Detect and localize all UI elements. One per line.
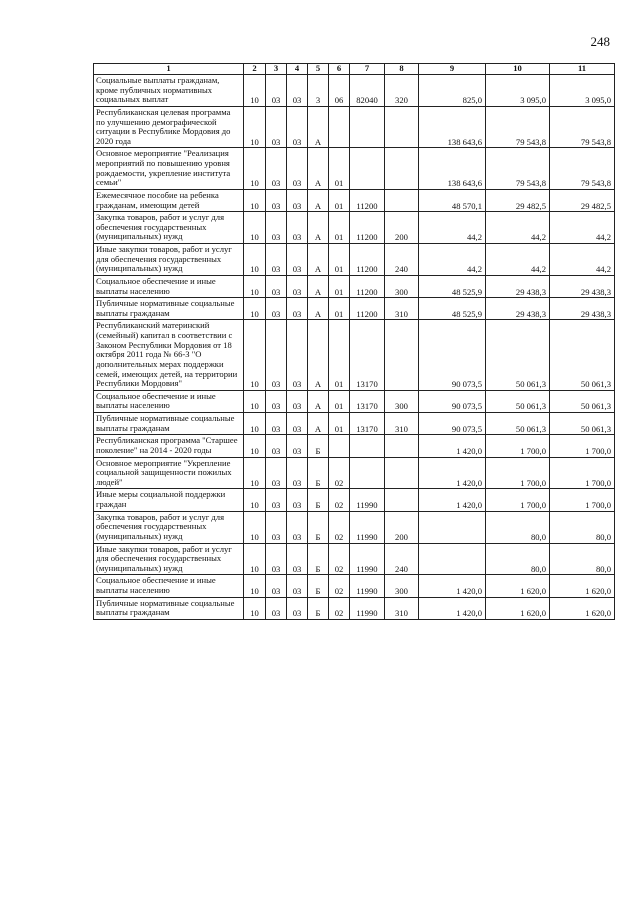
table-row [94, 320, 615, 390]
cell-c3: 03 [266, 597, 287, 619]
cell-c7: 13170 [350, 320, 385, 390]
cell-c10: 29 438,3 [486, 298, 550, 320]
cell-c10: 50 061,3 [486, 390, 550, 412]
row-name-cell: Основное мероприятие "Укрепление социальной защищенности пожилых людей" [94, 457, 244, 489]
column-header: 5 [308, 64, 329, 75]
cell-c9: 1 420,0 [419, 597, 486, 619]
cell-c5: А [308, 275, 329, 297]
cell-c11: 79 543,8 [550, 106, 615, 148]
cell-c4: 03 [287, 597, 308, 619]
cell-c11: 79 543,8 [550, 148, 615, 190]
row-name-cell: Иные закупки товаров, работ и услуг для обеспечения государственных (муниципальных) нужд [94, 244, 244, 276]
cell-c2: 10 [244, 244, 266, 276]
cell-c7: 11990 [350, 511, 385, 543]
cell-c10: 29 438,3 [486, 275, 550, 297]
cell-c11: 1 700,0 [550, 435, 615, 457]
cell-c3: 03 [266, 75, 287, 107]
row-name-cell: Иные меры социальной поддержки граждан [94, 489, 244, 511]
cell-c8 [385, 148, 419, 190]
cell-c5: А [308, 298, 329, 320]
cell-c3: 03 [266, 457, 287, 489]
cell-c6: 01 [329, 244, 350, 276]
cell-c7: 13170 [350, 413, 385, 435]
row-name-cell: Республиканская целевая программа по улучшению демографической ситуации в Республике Мордовия до 2020 года [94, 106, 244, 148]
row-name-cell: Социальные выплаты гражданам, кроме публичных нормативных социальных выплат [94, 75, 244, 107]
cell-c11: 1 700,0 [550, 457, 615, 489]
row-name-cell: Социальное обеспечение и иные выплаты населению [94, 275, 244, 297]
cell-c6 [329, 106, 350, 148]
cell-c10: 44,2 [486, 244, 550, 276]
cell-c8 [385, 489, 419, 511]
cell-c10: 80,0 [486, 511, 550, 543]
cell-c7: 13170 [350, 390, 385, 412]
cell-c11: 50 061,3 [550, 413, 615, 435]
table-row [94, 212, 615, 244]
cell-c2: 10 [244, 457, 266, 489]
cell-c4: 03 [287, 212, 308, 244]
cell-c6: 01 [329, 275, 350, 297]
cell-c4: 03 [287, 275, 308, 297]
cell-c8: 240 [385, 543, 419, 575]
cell-c2: 10 [244, 489, 266, 511]
cell-c11: 80,0 [550, 511, 615, 543]
cell-c4: 03 [287, 298, 308, 320]
cell-c9 [419, 543, 486, 575]
cell-c6: 02 [329, 543, 350, 575]
cell-c6: 02 [329, 511, 350, 543]
cell-c9: 138 643,6 [419, 148, 486, 190]
table-row [94, 75, 615, 107]
cell-c11: 3 095,0 [550, 75, 615, 107]
cell-c4: 03 [287, 543, 308, 575]
budget-table [93, 63, 615, 620]
cell-c10: 79 543,8 [486, 148, 550, 190]
table-body [94, 75, 615, 620]
cell-c10: 50 061,3 [486, 413, 550, 435]
row-name-cell: Основное мероприятие "Реализация мероприятий по повышению уровня рождаемости, укрепление института семьи" [94, 148, 244, 190]
cell-c9: 825,0 [419, 75, 486, 107]
table-row [94, 511, 615, 543]
table-row [94, 390, 615, 412]
cell-c3: 03 [266, 189, 287, 211]
row-name-cell: Республиканская программа "Старшее поколение" на 2014 - 2020 годы [94, 435, 244, 457]
cell-c5: А [308, 148, 329, 190]
cell-c5: А [308, 320, 329, 390]
cell-c5: Б [308, 489, 329, 511]
cell-c3: 03 [266, 320, 287, 390]
cell-c6: 02 [329, 575, 350, 597]
cell-c8: 240 [385, 244, 419, 276]
cell-c8: 320 [385, 75, 419, 107]
cell-c9: 90 073,5 [419, 320, 486, 390]
cell-c6: 02 [329, 489, 350, 511]
table-row [94, 148, 615, 190]
cell-c8: 300 [385, 275, 419, 297]
cell-c8: 200 [385, 212, 419, 244]
cell-c7: 11200 [350, 244, 385, 276]
column-header: 3 [266, 64, 287, 75]
cell-c5: Б [308, 457, 329, 489]
cell-c8: 310 [385, 597, 419, 619]
cell-c7 [350, 457, 385, 489]
cell-c5: А [308, 212, 329, 244]
cell-c6: 02 [329, 457, 350, 489]
cell-c5: Б [308, 435, 329, 457]
cell-c9: 90 073,5 [419, 413, 486, 435]
cell-c4: 03 [287, 511, 308, 543]
cell-c4: 03 [287, 390, 308, 412]
cell-c11: 29 438,3 [550, 298, 615, 320]
cell-c9: 1 420,0 [419, 575, 486, 597]
cell-c10: 80,0 [486, 543, 550, 575]
cell-c3: 03 [266, 435, 287, 457]
cell-c2: 10 [244, 320, 266, 390]
cell-c6 [329, 435, 350, 457]
cell-c4: 03 [287, 75, 308, 107]
column-header: 1 [94, 64, 244, 75]
cell-c7: 82040 [350, 75, 385, 107]
cell-c4: 03 [287, 244, 308, 276]
cell-c11: 1 700,0 [550, 489, 615, 511]
cell-c11: 80,0 [550, 543, 615, 575]
cell-c8: 310 [385, 413, 419, 435]
cell-c10: 50 061,3 [486, 320, 550, 390]
cell-c10: 29 482,5 [486, 189, 550, 211]
cell-c4: 03 [287, 575, 308, 597]
cell-c6: 06 [329, 75, 350, 107]
cell-c5: А [308, 413, 329, 435]
cell-c9: 44,2 [419, 244, 486, 276]
cell-c5: Б [308, 511, 329, 543]
table-row [94, 275, 615, 297]
cell-c8 [385, 435, 419, 457]
cell-c7: 11200 [350, 275, 385, 297]
cell-c2: 10 [244, 597, 266, 619]
cell-c4: 03 [287, 435, 308, 457]
row-name-cell: Ежемесячное пособие на ребенка гражданам, имеющим детей [94, 189, 244, 211]
row-name-cell: Социальное обеспечение и иные выплаты населению [94, 390, 244, 412]
row-name-cell: Республиканский материнский (семейный) капитал в соответствии с Законом Республики Мордовия от 18 октября 2011 года № 66-З "О дополнительных мерах поддержки семей, имеющих детей, на территории Республики Мордовия" [94, 320, 244, 390]
cell-c3: 03 [266, 489, 287, 511]
cell-c8: 300 [385, 575, 419, 597]
cell-c5: 3 [308, 75, 329, 107]
table-row [94, 189, 615, 211]
cell-c4: 03 [287, 413, 308, 435]
cell-c4: 03 [287, 106, 308, 148]
cell-c11: 29 438,3 [550, 275, 615, 297]
table-row [94, 244, 615, 276]
cell-c2: 10 [244, 275, 266, 297]
cell-c8 [385, 189, 419, 211]
cell-c5: А [308, 106, 329, 148]
column-header: 10 [486, 64, 550, 75]
cell-c9 [419, 511, 486, 543]
row-name-cell: Социальное обеспечение и иные выплаты населению [94, 575, 244, 597]
cell-c6: 01 [329, 413, 350, 435]
table-row [94, 298, 615, 320]
cell-c7: 11200 [350, 298, 385, 320]
cell-c2: 10 [244, 212, 266, 244]
cell-c8: 300 [385, 390, 419, 412]
cell-c6: 01 [329, 189, 350, 211]
cell-c2: 10 [244, 298, 266, 320]
cell-c6: 01 [329, 212, 350, 244]
cell-c3: 03 [266, 413, 287, 435]
cell-c10: 3 095,0 [486, 75, 550, 107]
cell-c4: 03 [287, 148, 308, 190]
cell-c3: 03 [266, 148, 287, 190]
column-header: 9 [419, 64, 486, 75]
cell-c8 [385, 457, 419, 489]
cell-c2: 10 [244, 413, 266, 435]
cell-c4: 03 [287, 489, 308, 511]
table-row [94, 413, 615, 435]
cell-c7: 11990 [350, 597, 385, 619]
column-header: 7 [350, 64, 385, 75]
cell-c9: 1 420,0 [419, 435, 486, 457]
cell-c10: 79 543,8 [486, 106, 550, 148]
column-number-row [94, 64, 615, 75]
cell-c9: 1 420,0 [419, 457, 486, 489]
cell-c11: 1 620,0 [550, 597, 615, 619]
row-name-cell: Закупка товаров, работ и услуг для обеспечения государственных (муниципальных) нужд [94, 511, 244, 543]
cell-c5: Б [308, 575, 329, 597]
cell-c5: А [308, 244, 329, 276]
cell-c11: 44,2 [550, 244, 615, 276]
table-row [94, 489, 615, 511]
row-name-cell: Иные закупки товаров, работ и услуг для обеспечения государственных (муниципальных) нужд [94, 543, 244, 575]
cell-c6: 02 [329, 597, 350, 619]
cell-c7 [350, 106, 385, 148]
cell-c10: 1 620,0 [486, 575, 550, 597]
cell-c11: 50 061,3 [550, 320, 615, 390]
cell-c10: 44,2 [486, 212, 550, 244]
cell-c3: 03 [266, 298, 287, 320]
cell-c6: 01 [329, 390, 350, 412]
cell-c2: 10 [244, 75, 266, 107]
cell-c2: 10 [244, 511, 266, 543]
cell-c11: 50 061,3 [550, 390, 615, 412]
cell-c3: 03 [266, 390, 287, 412]
cell-c3: 03 [266, 575, 287, 597]
cell-c9: 90 073,5 [419, 390, 486, 412]
column-header: 11 [550, 64, 615, 75]
cell-c7: 11990 [350, 489, 385, 511]
cell-c3: 03 [266, 244, 287, 276]
cell-c4: 03 [287, 320, 308, 390]
cell-c10: 1 700,0 [486, 489, 550, 511]
table-row [94, 457, 615, 489]
cell-c2: 10 [244, 543, 266, 575]
cell-c7: 11200 [350, 189, 385, 211]
cell-c9: 48 570,1 [419, 189, 486, 211]
cell-c11: 29 482,5 [550, 189, 615, 211]
cell-c2: 10 [244, 148, 266, 190]
cell-c2: 10 [244, 575, 266, 597]
column-header: 6 [329, 64, 350, 75]
cell-c5: Б [308, 543, 329, 575]
cell-c8 [385, 320, 419, 390]
cell-c9: 1 420,0 [419, 489, 486, 511]
cell-c5: А [308, 189, 329, 211]
cell-c7 [350, 435, 385, 457]
cell-c5: Б [308, 597, 329, 619]
table-row [94, 597, 615, 619]
cell-c9: 48 525,9 [419, 298, 486, 320]
cell-c10: 1 620,0 [486, 597, 550, 619]
cell-c6: 01 [329, 148, 350, 190]
column-header: 2 [244, 64, 266, 75]
cell-c3: 03 [266, 543, 287, 575]
cell-c7: 11990 [350, 575, 385, 597]
cell-c7 [350, 148, 385, 190]
cell-c10: 1 700,0 [486, 457, 550, 489]
table-row [94, 106, 615, 148]
cell-c9: 44,2 [419, 212, 486, 244]
cell-c8: 200 [385, 511, 419, 543]
cell-c8: 310 [385, 298, 419, 320]
cell-c3: 03 [266, 275, 287, 297]
cell-c3: 03 [266, 511, 287, 543]
cell-c3: 03 [266, 106, 287, 148]
row-name-cell: Публичные нормативные социальные выплаты гражданам [94, 413, 244, 435]
cell-c4: 03 [287, 189, 308, 211]
table-row [94, 543, 615, 575]
cell-c9: 48 525,9 [419, 275, 486, 297]
cell-c2: 10 [244, 435, 266, 457]
cell-c11: 1 620,0 [550, 575, 615, 597]
cell-c7: 11200 [350, 212, 385, 244]
cell-c6: 01 [329, 298, 350, 320]
cell-c6: 01 [329, 320, 350, 390]
cell-c9: 138 643,6 [419, 106, 486, 148]
cell-c2: 10 [244, 189, 266, 211]
cell-c8 [385, 106, 419, 148]
row-name-cell: Публичные нормативные социальные выплаты гражданам [94, 597, 244, 619]
cell-c7: 11990 [350, 543, 385, 575]
table-row [94, 435, 615, 457]
cell-c4: 03 [287, 457, 308, 489]
cell-c5: А [308, 390, 329, 412]
cell-c11: 44,2 [550, 212, 615, 244]
cell-c2: 10 [244, 390, 266, 412]
table-row [94, 575, 615, 597]
row-name-cell: Закупка товаров, работ и услуг для обеспечения государственных (муниципальных) нужд [94, 212, 244, 244]
cell-c2: 10 [244, 106, 266, 148]
cell-c3: 03 [266, 212, 287, 244]
column-header: 4 [287, 64, 308, 75]
cell-c10: 1 700,0 [486, 435, 550, 457]
column-header: 8 [385, 64, 419, 75]
row-name-cell: Публичные нормативные социальные выплаты гражданам [94, 298, 244, 320]
page-number: 248 [590, 34, 610, 49]
